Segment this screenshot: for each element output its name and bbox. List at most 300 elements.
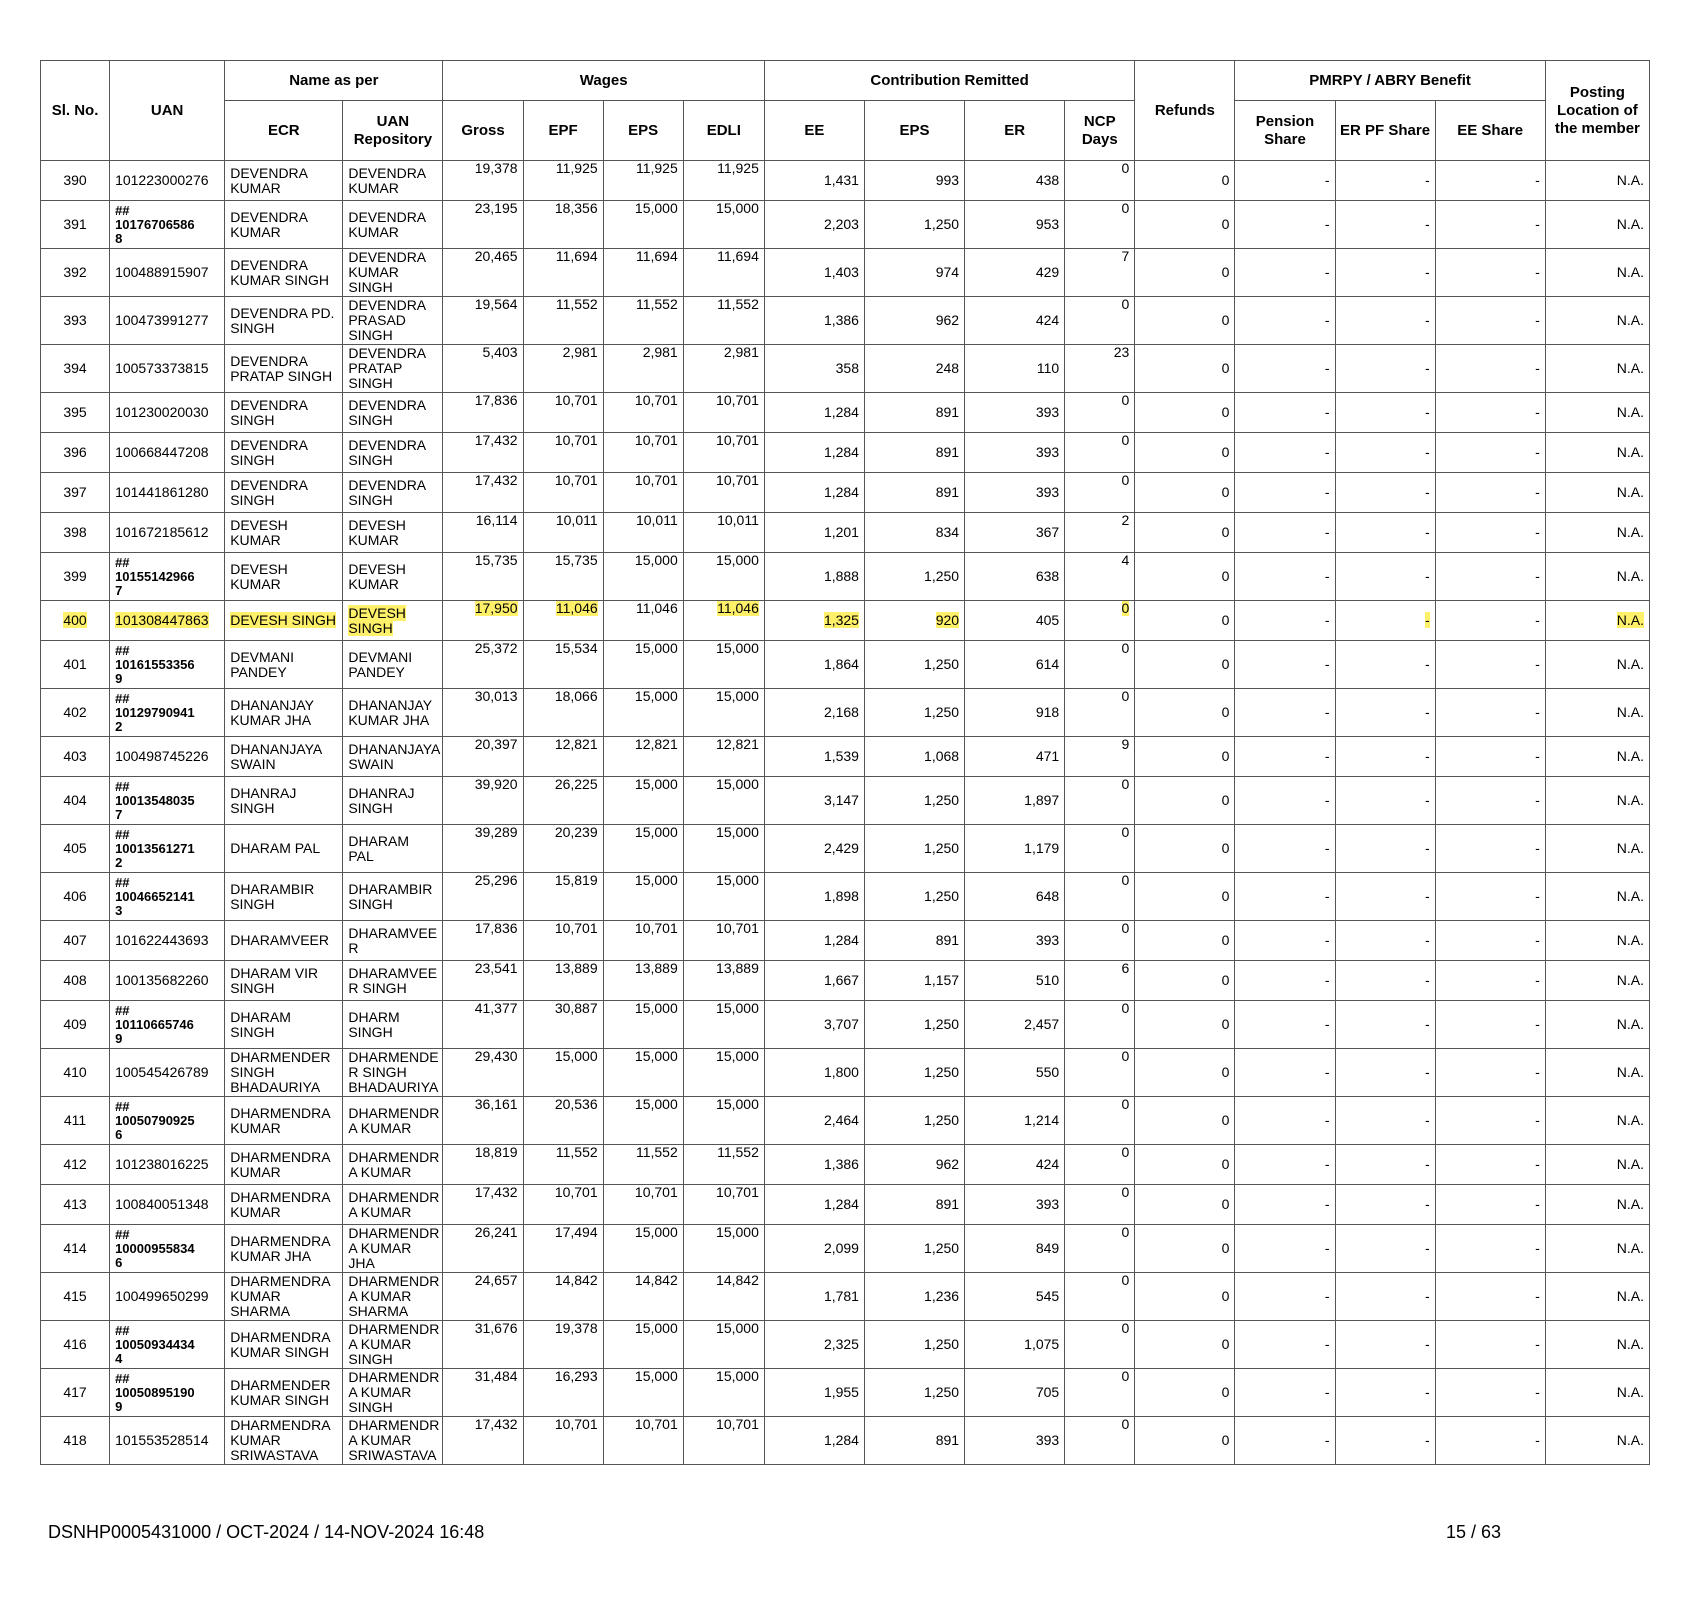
table-row: [41, 1225, 1650, 1273]
cell-sl-no: 396: [41, 433, 110, 473]
cell-eps-contribution: 834: [864, 513, 964, 553]
cell-posting-location: [1545, 601, 1649, 641]
cell-name-uan-repository: DEVENDRA KUMAR SINGH: [343, 249, 443, 297]
cell-name-ecr: [225, 601, 343, 641]
cell-eps: 10,701: [603, 1417, 683, 1465]
cell-ee: 1,800: [764, 1049, 864, 1097]
cell-edli: 10,011: [683, 513, 764, 553]
cell-pension-share: -: [1235, 249, 1335, 297]
cell-eps-contribution: 1,250: [864, 1369, 964, 1417]
cell-refunds: 0: [1135, 641, 1235, 689]
table-row: [41, 1321, 1650, 1369]
cell-eps-contribution: 891: [864, 1417, 964, 1465]
cell-pension-share: -: [1235, 553, 1335, 601]
cell-edli: 15,000: [683, 1049, 764, 1097]
cell-uan: 100473991277: [110, 297, 225, 345]
cell-refunds: 0: [1135, 689, 1235, 737]
cell-gross: 19,564: [443, 297, 523, 345]
cell-eps-contribution: 1,250: [864, 1049, 964, 1097]
highlighted-text: 17,950: [474, 600, 518, 616]
cell-posting-location: N.A.: [1545, 1001, 1649, 1049]
cell-uan: [110, 601, 225, 641]
cell-refunds: 0: [1135, 873, 1235, 921]
cell-sl-no: 391: [41, 201, 110, 249]
table-row: [41, 1417, 1650, 1465]
cell-edli: 11,925: [683, 161, 764, 201]
cell-gross: 5,403: [443, 345, 523, 393]
cell-er: 429: [965, 249, 1065, 297]
cell-eps: 15,000: [603, 1001, 683, 1049]
cell-edli: 15,000: [683, 553, 764, 601]
cell-name-ecr: DHARMENDRA KUMAR SRIWASTAVA: [225, 1417, 343, 1465]
cell-pension-share: -: [1235, 345, 1335, 393]
cell-name-uan-repository: DHANANJAY KUMAR JHA: [343, 689, 443, 737]
cell-ee: 1,539: [764, 737, 864, 777]
cell-pension-share: -: [1235, 1225, 1335, 1273]
cell-posting-location: N.A.: [1545, 777, 1649, 825]
cell-eps: 15,000: [603, 641, 683, 689]
cell-er-pf-share: -: [1335, 921, 1435, 961]
cell-posting-location: N.A.: [1545, 689, 1649, 737]
cell-ee-share: -: [1435, 1321, 1545, 1369]
cell-er: 393: [965, 921, 1065, 961]
cell-name-ecr: DEVMANI PANDEY: [225, 641, 343, 689]
cell-ncp-days: 0: [1065, 201, 1135, 249]
cell-epf: 20,239: [523, 825, 603, 873]
cell-name-ecr: DHARAM VIR SINGH: [225, 961, 343, 1001]
cell-epf: 15,000: [523, 1049, 603, 1097]
table-row: [41, 961, 1650, 1001]
cell-eps: 11,925: [603, 161, 683, 201]
cell-ee: 2,203: [764, 201, 864, 249]
cell-ncp-days: 4: [1065, 553, 1135, 601]
cell-sl-no: 399: [41, 553, 110, 601]
table-row: [41, 1369, 1650, 1417]
cell-epf: 13,889: [523, 961, 603, 1001]
table-row: [41, 737, 1650, 777]
cell-uan: 100135682260: [110, 961, 225, 1001]
cell-ee: 1,284: [764, 1417, 864, 1465]
header-pension-share: Pension Share: [1235, 101, 1335, 161]
cell-er: 1,214: [965, 1097, 1065, 1145]
cell-eps: 15,000: [603, 553, 683, 601]
cell-edli: 15,000: [683, 1369, 764, 1417]
cell-ncp-days: 23: [1065, 345, 1135, 393]
cell-er: 705: [965, 1369, 1065, 1417]
cell-eps-contribution: 1,250: [864, 1321, 964, 1369]
cell-ee-share: -: [1435, 201, 1545, 249]
cell-eps: 15,000: [603, 873, 683, 921]
cell-sl-no: 393: [41, 297, 110, 345]
cell-ee: 3,147: [764, 777, 864, 825]
cell-gross: 25,296: [443, 873, 523, 921]
cell-eps: 10,011: [603, 513, 683, 553]
cell-pension-share: -: [1235, 1417, 1335, 1465]
cell-epf: 10,701: [523, 1417, 603, 1465]
cell-sl-no: 406: [41, 873, 110, 921]
cell-sl-no: 410: [41, 1049, 110, 1097]
cell-eps: 15,000: [603, 1369, 683, 1417]
cell-pension-share: -: [1235, 297, 1335, 345]
cell-posting-location: N.A.: [1545, 473, 1649, 513]
cell-edli: 15,000: [683, 689, 764, 737]
header-er-pf-share: ER PF Share: [1335, 101, 1435, 161]
cell-sl-no: 413: [41, 1185, 110, 1225]
cell-er-pf-share: -: [1335, 641, 1435, 689]
cell-ee: 1,781: [764, 1273, 864, 1321]
cell-ee: 1,403: [764, 249, 864, 297]
cell-er-pf-share: -: [1335, 1225, 1435, 1273]
cell-ee-share: -: [1435, 1097, 1545, 1145]
cell-uan: 101553528514: [110, 1417, 225, 1465]
cell-posting-location: N.A.: [1545, 1185, 1649, 1225]
cell-er: 393: [965, 393, 1065, 433]
cell-eps-contribution: 1,250: [864, 873, 964, 921]
cell-er: 638: [965, 553, 1065, 601]
cell-ee: 1,284: [764, 473, 864, 513]
cell-er-pf-share: -: [1335, 689, 1435, 737]
cell-epf: 15,534: [523, 641, 603, 689]
header-pmrpy-abry: PMRPY / ABRY Benefit: [1235, 61, 1545, 101]
cell-epf: 17,494: [523, 1225, 603, 1273]
cell-name-uan-repository: DHANANJAYA SWAIN: [343, 737, 443, 777]
cell-eps-contribution: 1,250: [864, 201, 964, 249]
cell-sl-no: [41, 601, 110, 641]
cell-refunds: 0: [1135, 1185, 1235, 1225]
cell-eps: 11,552: [603, 1145, 683, 1185]
cell-pension-share: -: [1235, 201, 1335, 249]
cell-epf: 15,819: [523, 873, 603, 921]
cell-ncp-days: 0: [1065, 1001, 1135, 1049]
cell-pension-share: -: [1235, 1185, 1335, 1225]
cell-name-uan-repository: DEVENDRA SINGH: [343, 433, 443, 473]
cell-sl-no: 405: [41, 825, 110, 873]
cell-name-uan-repository: DEVENDRA KUMAR: [343, 161, 443, 201]
cell-gross: 19,378: [443, 161, 523, 201]
cell-ee-share: -: [1435, 1185, 1545, 1225]
table-row: [41, 1049, 1650, 1097]
table-row: [41, 513, 1650, 553]
cell-name-uan-repository: DHARMENDR A KUMAR: [343, 1097, 443, 1145]
header-ecr: ECR: [225, 101, 343, 161]
cell-uan: 101238016225: [110, 1145, 225, 1185]
cell-name-uan-repository: DHARMENDR A KUMAR SINGH: [343, 1321, 443, 1369]
cell-ee-share: -: [1435, 601, 1545, 641]
cell-eps: 10,701: [603, 1185, 683, 1225]
cell-ncp-days: 0: [1065, 1049, 1135, 1097]
cell-pension-share: -: [1235, 1145, 1335, 1185]
cell-edli: 12,821: [683, 737, 764, 777]
cell-epf: 16,293: [523, 1369, 603, 1417]
cell-sl-no: 402: [41, 689, 110, 737]
cell-sl-no: 418: [41, 1417, 110, 1465]
cell-name-uan-repository: DEVENDRA PRATAP SINGH: [343, 345, 443, 393]
cell-eps-contribution: 1,250: [864, 1097, 964, 1145]
table-row: [41, 1185, 1650, 1225]
cell-sl-no: 398: [41, 513, 110, 553]
cell-name-ecr: DHARMENDRA KUMAR: [225, 1185, 343, 1225]
cell-ee-share: -: [1435, 777, 1545, 825]
cell-edli: 14,842: [683, 1273, 764, 1321]
cell-er-pf-share: -: [1335, 1001, 1435, 1049]
cell-ee-share: -: [1435, 961, 1545, 1001]
cell-gross: 16,114: [443, 513, 523, 553]
cell-eps: 15,000: [603, 1225, 683, 1273]
cell-posting-location: N.A.: [1545, 553, 1649, 601]
cell-posting-location: N.A.: [1545, 1321, 1649, 1369]
cell-gross: 20,465: [443, 249, 523, 297]
cell-uan: ## 10050895190 9: [110, 1369, 225, 1417]
cell-name-ecr: DHANRAJ SINGH: [225, 777, 343, 825]
cell-epf: 12,821: [523, 737, 603, 777]
cell-name-ecr: DEVENDRA SINGH: [225, 433, 343, 473]
table-row: [41, 393, 1650, 433]
cell-ee-share: -: [1435, 553, 1545, 601]
header-contribution-remitted: Contribution Remitted: [764, 61, 1134, 101]
cell-ee: 1,955: [764, 1369, 864, 1417]
cell-posting-location: N.A.: [1545, 873, 1649, 921]
cell-er: 393: [965, 1185, 1065, 1225]
cell-refunds: 0: [1135, 1369, 1235, 1417]
cell-ee-share: -: [1435, 1049, 1545, 1097]
cell-posting-location: N.A.: [1545, 1049, 1649, 1097]
cell-er-pf-share: -: [1335, 161, 1435, 201]
cell-uan: 100573373815: [110, 345, 225, 393]
cell-er: 405: [965, 601, 1065, 641]
cell-gross: 39,920: [443, 777, 523, 825]
cell-name-uan-repository: DHARAMVEE R SINGH: [343, 961, 443, 1001]
cell-refunds: 0: [1135, 921, 1235, 961]
cell-ncp-days: 0: [1065, 473, 1135, 513]
cell-uan: 101672185612: [110, 513, 225, 553]
cell-gross: 17,836: [443, 921, 523, 961]
cell-pension-share: -: [1235, 1001, 1335, 1049]
cell-eps: 15,000: [603, 689, 683, 737]
cell-name-uan-repository: DHARAM PAL: [343, 825, 443, 873]
table-row: [41, 249, 1650, 297]
cell-name-ecr: DHARMENDRA KUMAR: [225, 1145, 343, 1185]
cell-eps-contribution: 248: [864, 345, 964, 393]
table-row: [41, 873, 1650, 921]
cell-eps: 15,000: [603, 1321, 683, 1369]
cell-er-pf-share: -: [1335, 961, 1435, 1001]
cell-name-uan-repository: DEVMANI PANDEY: [343, 641, 443, 689]
cell-ee-share: -: [1435, 1369, 1545, 1417]
highlighted-text: -: [1424, 612, 1430, 628]
table-row: [41, 297, 1650, 345]
cell-er-pf-share: -: [1335, 737, 1435, 777]
cell-eps-contribution: 1,250: [864, 553, 964, 601]
cell-gross: 18,819: [443, 1145, 523, 1185]
header-eps: EPS: [603, 101, 683, 161]
cell-er-pf-share: -: [1335, 201, 1435, 249]
cell-er: 1,179: [965, 825, 1065, 873]
cell-pension-share: -: [1235, 921, 1335, 961]
cell-edli: 10,701: [683, 1185, 764, 1225]
cell-er: 424: [965, 297, 1065, 345]
cell-eps: 10,701: [603, 921, 683, 961]
cell-edli: 15,000: [683, 873, 764, 921]
cell-ee: 1,386: [764, 297, 864, 345]
cell-ncp-days: 0: [1065, 393, 1135, 433]
cell-sl-no: 409: [41, 1001, 110, 1049]
cell-name-ecr: DHARAM PAL: [225, 825, 343, 873]
cell-uan: ## 10129790941 2: [110, 689, 225, 737]
cell-epf: 2,981: [523, 345, 603, 393]
cell-ee-share: -: [1435, 641, 1545, 689]
cell-name-ecr: DHARMENDRA KUMAR SHARMA: [225, 1273, 343, 1321]
cell-ee-share: -: [1435, 473, 1545, 513]
cell-pension-share: -: [1235, 433, 1335, 473]
cell-name-ecr: DEVENDRA KUMAR SINGH: [225, 249, 343, 297]
cell-name-uan-repository: DHARMENDR A KUMAR: [343, 1185, 443, 1225]
cell-gross: 41,377: [443, 1001, 523, 1049]
cell-gross: 17,432: [443, 433, 523, 473]
cell-pension-share: -: [1235, 473, 1335, 513]
cell-ncp-days: 0: [1065, 641, 1135, 689]
cell-eps-contribution: 993: [864, 161, 964, 201]
cell-name-uan-repository: DEVENDRA KUMAR: [343, 201, 443, 249]
cell-posting-location: N.A.: [1545, 641, 1649, 689]
cell-posting-location: N.A.: [1545, 1097, 1649, 1145]
cell-refunds: 0: [1135, 1225, 1235, 1273]
cell-uan: 101622443693: [110, 921, 225, 961]
cell-posting-location: N.A.: [1545, 1145, 1649, 1185]
cell-ee: 1,284: [764, 433, 864, 473]
cell-name-ecr: DEVENDRA SINGH: [225, 473, 343, 513]
cell-er: 393: [965, 473, 1065, 513]
cell-posting-location: N.A.: [1545, 161, 1649, 201]
table-body: [41, 161, 1650, 1465]
cell-pension-share: -: [1235, 601, 1335, 641]
cell-uan: ## 10176706586 8: [110, 201, 225, 249]
cell-name-uan-repository: DEVENDRA PRASAD SINGH: [343, 297, 443, 345]
cell-sl-no: 403: [41, 737, 110, 777]
cell-sl-no: 392: [41, 249, 110, 297]
highlighted-text: 0: [1121, 600, 1130, 616]
cell-epf: 10,701: [523, 1185, 603, 1225]
cell-ncp-days: 0: [1065, 1185, 1135, 1225]
cell-uan: 100499650299: [110, 1273, 225, 1321]
cell-ee: 1,898: [764, 873, 864, 921]
cell-uan: ## 10161553356 9: [110, 641, 225, 689]
cell-refunds: 0: [1135, 1001, 1235, 1049]
cell-edli: 15,000: [683, 1097, 764, 1145]
header-eps-contribution: EPS: [864, 101, 964, 161]
cell-gross: 26,241: [443, 1225, 523, 1273]
cell-eps: 12,821: [603, 737, 683, 777]
cell-ncp-days: [1065, 601, 1135, 641]
table-row: [41, 1001, 1650, 1049]
highlighted-text: DEVESH SINGH: [348, 604, 406, 636]
cell-ee-share: -: [1435, 1273, 1545, 1321]
cell-er-pf-share: -: [1335, 393, 1435, 433]
cell-eps: 15,000: [603, 1097, 683, 1145]
table-header: [41, 61, 1650, 161]
cell-ee: 1,386: [764, 1145, 864, 1185]
cell-eps-contribution: 891: [864, 473, 964, 513]
cell-er: 393: [965, 1417, 1065, 1465]
contribution-table: [40, 60, 1650, 1465]
cell-eps-contribution: 1,250: [864, 1001, 964, 1049]
cell-uan: ## 10000955834 6: [110, 1225, 225, 1273]
cell-er: 471: [965, 737, 1065, 777]
cell-name-uan-repository: DHARM SINGH: [343, 1001, 443, 1049]
cell-epf: 19,378: [523, 1321, 603, 1369]
cell-name-uan-repository: DHARMENDE R SINGH BHADAURIYA: [343, 1049, 443, 1097]
cell-eps-contribution: 1,068: [864, 737, 964, 777]
cell-ee-share: -: [1435, 1417, 1545, 1465]
table-row: [41, 345, 1650, 393]
cell-gross: 17,836: [443, 393, 523, 433]
cell-posting-location: N.A.: [1545, 1417, 1649, 1465]
cell-eps: 15,000: [603, 825, 683, 873]
cell-name-ecr: DEVESH KUMAR: [225, 553, 343, 601]
cell-name-ecr: DEVENDRA SINGH: [225, 393, 343, 433]
table-row: [41, 689, 1650, 737]
cell-ncp-days: 0: [1065, 777, 1135, 825]
table-row: [41, 921, 1650, 961]
cell-er: 849: [965, 1225, 1065, 1273]
cell-posting-location: N.A.: [1545, 1369, 1649, 1417]
cell-gross: 25,372: [443, 641, 523, 689]
cell-epf: 10,701: [523, 473, 603, 513]
cell-refunds: 0: [1135, 433, 1235, 473]
cell-refunds: 0: [1135, 161, 1235, 201]
cell-name-uan-repository: DEVENDRA SINGH: [343, 393, 443, 433]
cell-er-pf-share: -: [1335, 297, 1435, 345]
cell-name-uan-repository: [343, 601, 443, 641]
cell-ncp-days: 0: [1065, 1145, 1135, 1185]
cell-ee: 358: [764, 345, 864, 393]
cell-er-pf-share: -: [1335, 433, 1435, 473]
cell-refunds: 0: [1135, 1321, 1235, 1369]
cell-eps: 10,701: [603, 473, 683, 513]
cell-sl-no: 407: [41, 921, 110, 961]
cell-edli: [683, 601, 764, 641]
cell-eps: 11,552: [603, 297, 683, 345]
cell-epf: 10,701: [523, 921, 603, 961]
cell-name-ecr: DHARAMVEER: [225, 921, 343, 961]
cell-pension-share: -: [1235, 1321, 1335, 1369]
cell-posting-location: N.A.: [1545, 249, 1649, 297]
cell-eps-contribution: 1,236: [864, 1273, 964, 1321]
cell-ncp-days: 0: [1065, 1417, 1135, 1465]
cell-name-uan-repository: DHARMENDR A KUMAR SINGH: [343, 1369, 443, 1417]
cell-eps-contribution: [864, 601, 964, 641]
cell-eps: 15,000: [603, 201, 683, 249]
cell-sl-no: 416: [41, 1321, 110, 1369]
cell-er-pf-share: -: [1335, 1049, 1435, 1097]
cell-pension-share: -: [1235, 513, 1335, 553]
cell-name-ecr: DHARMENDRA KUMAR: [225, 1097, 343, 1145]
cell-ncp-days: 0: [1065, 921, 1135, 961]
cell-er-pf-share: -: [1335, 1273, 1435, 1321]
cell-er-pf-share: -: [1335, 777, 1435, 825]
cell-edli: 15,000: [683, 641, 764, 689]
cell-er-pf-share: -: [1335, 1369, 1435, 1417]
cell-refunds: 0: [1135, 961, 1235, 1001]
cell-name-uan-repository: DHARMENDR A KUMAR: [343, 1145, 443, 1185]
cell-posting-location: N.A.: [1545, 1273, 1649, 1321]
cell-name-ecr: DHARMENDRA KUMAR JHA: [225, 1225, 343, 1273]
header-ncp-days: NCP Days: [1065, 101, 1135, 161]
table-row: [41, 601, 1650, 641]
cell-name-ecr: DHANANJAY KUMAR JHA: [225, 689, 343, 737]
cell-er: 1,897: [965, 777, 1065, 825]
header-name-as-per: Name as per: [225, 61, 443, 101]
cell-ncp-days: 0: [1065, 873, 1135, 921]
